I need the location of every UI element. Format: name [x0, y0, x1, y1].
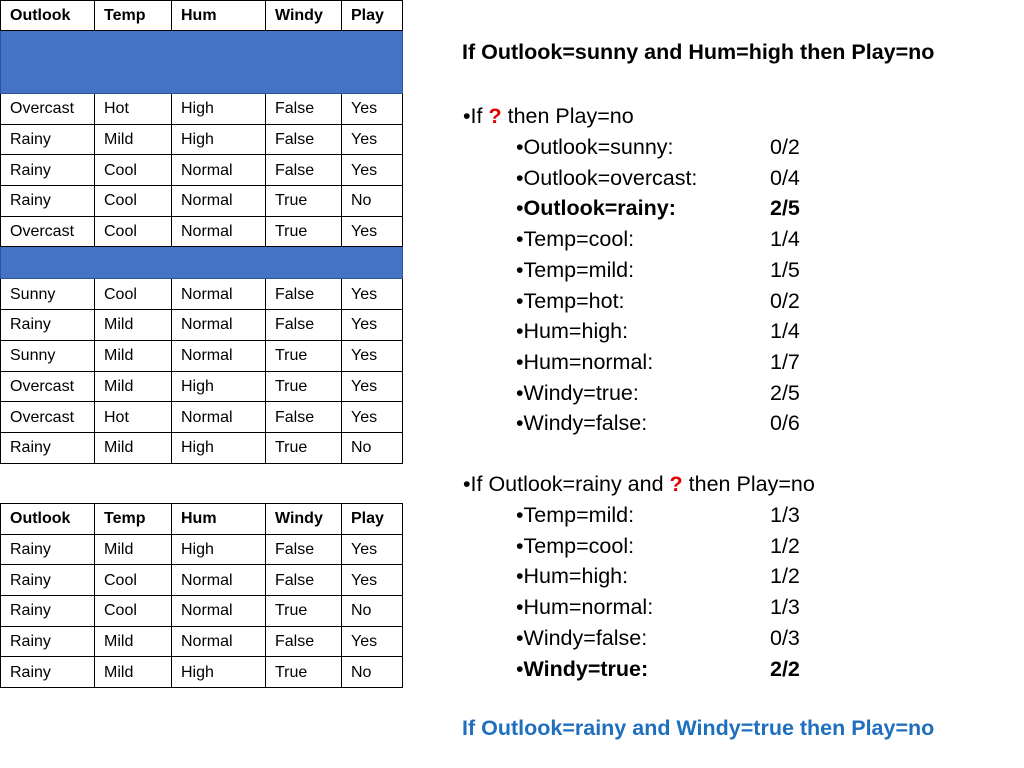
table-row: [1, 565, 403, 596]
final-rule: If Outlook=rainy and Windy=true then Play=no: [462, 716, 935, 740]
table-cell: False: [266, 124, 342, 155]
table-cell: Rainy: [1, 155, 95, 186]
condition-item: •Temp=cool:: [516, 227, 635, 252]
header-play: Play: [342, 504, 403, 535]
table-cell: Overcast: [1, 371, 95, 402]
table-cell: No: [342, 596, 403, 627]
table-cell: Mild: [95, 657, 172, 688]
condition-item: •Hum=high:: [516, 319, 629, 344]
condition-value: 1/7: [770, 349, 800, 374]
table-row: [1, 186, 403, 217]
condition-item: •Outlook=sunny:: [516, 135, 674, 159]
condition-label: Temp=hot:: [523, 288, 625, 313]
table-cell: Yes: [342, 155, 403, 186]
table-cell: Yes: [342, 565, 403, 596]
condition-item: •Windy=false:: [516, 411, 648, 436]
condition-item: •Outlook=overcast:: [516, 165, 698, 190]
condition-value: 1/3: [770, 503, 800, 527]
table-cell: Overcast: [1, 216, 95, 247]
table-cell: Yes: [342, 94, 403, 125]
table-header-row: [1, 504, 403, 535]
table-rows-b: [1, 279, 403, 463]
table-cell: True: [266, 186, 342, 217]
condition-value: 0/2: [770, 135, 800, 159]
condition-label: Hum=high:: [523, 564, 629, 589]
table-cell: Mild: [95, 340, 172, 371]
table-cell: False: [266, 279, 342, 310]
highlighted-row: [1, 247, 403, 279]
condition-value: 1/2: [770, 564, 800, 589]
table-cell: Normal: [172, 216, 266, 247]
condition-label: Windy=true:: [523, 380, 639, 405]
table-cell: Yes: [342, 216, 403, 247]
table-cell: No: [342, 186, 403, 217]
table-cell: Cool: [95, 565, 172, 596]
table-cell: No: [342, 657, 403, 688]
table-cell: Cool: [95, 216, 172, 247]
question-mark: ?: [488, 104, 502, 128]
table-cell: High: [172, 432, 266, 463]
table-row: [1, 534, 403, 565]
table-row: [1, 657, 403, 688]
table-cell: Normal: [172, 340, 266, 371]
table-cell: Yes: [342, 124, 403, 155]
condition-label: Temp=cool:: [523, 227, 635, 252]
table-cell: Rainy: [1, 565, 95, 596]
condition-label: Temp=mild:: [523, 257, 635, 282]
table-row: [1, 216, 403, 247]
table-cell: Sunny: [1, 279, 95, 310]
table-cell: Mild: [95, 371, 172, 402]
table-cell: Normal: [172, 186, 266, 217]
table-row: [1, 402, 403, 433]
condition-value: 1/4: [770, 319, 800, 344]
table-cell: Yes: [342, 279, 403, 310]
weather-table-full: [0, 0, 403, 464]
table-row: [1, 310, 403, 341]
condition-label: Windy=false:: [523, 625, 648, 650]
condition-value: 2/5: [770, 196, 800, 221]
condition-value: 1/4: [770, 227, 800, 252]
table-cell: True: [266, 340, 342, 371]
question-mark: ?: [669, 472, 683, 496]
table-cell: True: [266, 216, 342, 247]
condition-label: Windy=false:: [523, 411, 648, 436]
condition-label: Outlook=sunny:: [523, 135, 674, 159]
table-cell: True: [266, 657, 342, 688]
table-cell: Overcast: [1, 402, 95, 433]
table-cell: Mild: [95, 534, 172, 565]
table-cell: Yes: [342, 371, 403, 402]
table-row: [1, 432, 403, 463]
table-cell: Normal: [172, 155, 266, 186]
table-cell: Overcast: [1, 94, 95, 125]
highlighted-row: [1, 31, 403, 94]
table-row: [1, 340, 403, 371]
condition-label: Hum=high:: [523, 319, 629, 344]
table-cell: No: [342, 432, 403, 463]
condition-item: •Hum=normal:: [516, 595, 654, 620]
condition-item: •Temp=mild:: [516, 257, 635, 282]
table-cell: Normal: [172, 565, 266, 596]
table-cell: Mild: [95, 626, 172, 657]
table-cell: High: [172, 534, 266, 565]
table-cell: Rainy: [1, 626, 95, 657]
rule-heading: If Outlook=sunny and Hum=high then Play=no: [462, 40, 935, 64]
table-cell: False: [266, 565, 342, 596]
table-row: [1, 124, 403, 155]
table-cell: False: [266, 534, 342, 565]
table-cell: Rainy: [1, 432, 95, 463]
table-cell: True: [266, 596, 342, 627]
header-hum: Hum: [172, 1, 266, 31]
table-row: [1, 94, 403, 125]
table-row: [1, 626, 403, 657]
table-cell: Yes: [342, 534, 403, 565]
condition-value: 1/3: [770, 595, 800, 620]
condition-value: 2/2: [770, 656, 800, 681]
header-temp: Temp: [95, 1, 172, 31]
table-cell: False: [266, 94, 342, 125]
table-cell: Cool: [95, 155, 172, 186]
condition-item: •Temp=cool:: [516, 533, 635, 558]
table-row: [1, 155, 403, 186]
condition-item: •Temp=hot:: [516, 288, 625, 313]
table-rows-a: [1, 94, 403, 247]
table-cell: Normal: [172, 310, 266, 341]
table-cell: True: [266, 371, 342, 402]
weather-table-rainy: [0, 503, 403, 688]
condition-value: 0/3: [770, 625, 800, 650]
table-cell: Rainy: [1, 657, 95, 688]
table-cell: Yes: [342, 340, 403, 371]
table-cell: Yes: [342, 402, 403, 433]
table-cell: Sunny: [1, 340, 95, 371]
condition-item: •Hum=high:: [516, 564, 629, 589]
table-cell: Mild: [95, 124, 172, 155]
table-cell: True: [266, 432, 342, 463]
condition-item: •Windy=true:: [516, 656, 649, 681]
header-outlook: Outlook: [1, 504, 95, 535]
condition-value: 1/5: [770, 257, 800, 282]
condition-item: •Hum=normal:: [516, 349, 654, 374]
table-cell: Yes: [342, 310, 403, 341]
table-row: [1, 596, 403, 627]
condition-label: Hum=normal:: [523, 349, 654, 374]
table-header-row: [1, 1, 403, 31]
section2-title: •If Outlook=rainy and ? then Play=no: [463, 472, 815, 496]
condition-item: •Windy=true:: [516, 380, 639, 405]
table-cell: False: [266, 310, 342, 341]
table-row: [1, 371, 403, 402]
condition-item: •Temp=mild:: [516, 503, 635, 527]
condition-label: Temp=cool:: [523, 533, 635, 558]
table-cell: Rainy: [1, 310, 95, 341]
table-cell: Normal: [172, 596, 266, 627]
condition-value: 0/2: [770, 288, 800, 313]
table-cell: High: [172, 94, 266, 125]
condition-value: 2/5: [770, 380, 800, 405]
condition-label: Outlook=overcast:: [523, 165, 698, 190]
table-cell: Cool: [95, 279, 172, 310]
condition-label: Hum=normal:: [523, 595, 654, 620]
table-cell: Cool: [95, 186, 172, 217]
condition-label: Windy=true:: [523, 656, 649, 681]
table-cell: False: [266, 155, 342, 186]
condition-item: •Outlook=rainy:: [516, 196, 676, 221]
condition-value: 1/2: [770, 533, 800, 558]
table-cell: High: [172, 124, 266, 155]
table-cell: Mild: [95, 310, 172, 341]
table-cell: Cool: [95, 596, 172, 627]
table-cell: Rainy: [1, 186, 95, 217]
table-cell: Rainy: [1, 534, 95, 565]
table-cell: Hot: [95, 94, 172, 125]
table-cell: Rainy: [1, 124, 95, 155]
header-windy: Windy: [266, 1, 342, 31]
table-cell: Hot: [95, 402, 172, 433]
condition-value: 0/4: [770, 165, 800, 190]
condition-value: 0/6: [770, 411, 800, 436]
header-outlook: Outlook: [1, 1, 95, 31]
header-play: Play: [342, 1, 403, 31]
header-windy: Windy: [266, 504, 342, 535]
condition-label: Temp=mild:: [523, 503, 635, 527]
table-cell: High: [172, 371, 266, 402]
table-cell: False: [266, 402, 342, 433]
table-cell: Mild: [95, 432, 172, 463]
table-cell: Rainy: [1, 596, 95, 627]
condition-item: •Windy=false:: [516, 625, 648, 650]
table-cell: False: [266, 626, 342, 657]
table-row: [1, 279, 403, 310]
condition-label: Outlook=rainy:: [523, 196, 676, 221]
table-cell: Normal: [172, 626, 266, 657]
header-hum: Hum: [172, 504, 266, 535]
table-cell: Normal: [172, 402, 266, 433]
table-rows: [1, 534, 403, 687]
header-temp: Temp: [95, 504, 172, 535]
table-cell: Normal: [172, 279, 266, 310]
section1-title: •If ? then Play=no: [463, 104, 634, 128]
table-cell: Yes: [342, 626, 403, 657]
table-cell: High: [172, 657, 266, 688]
